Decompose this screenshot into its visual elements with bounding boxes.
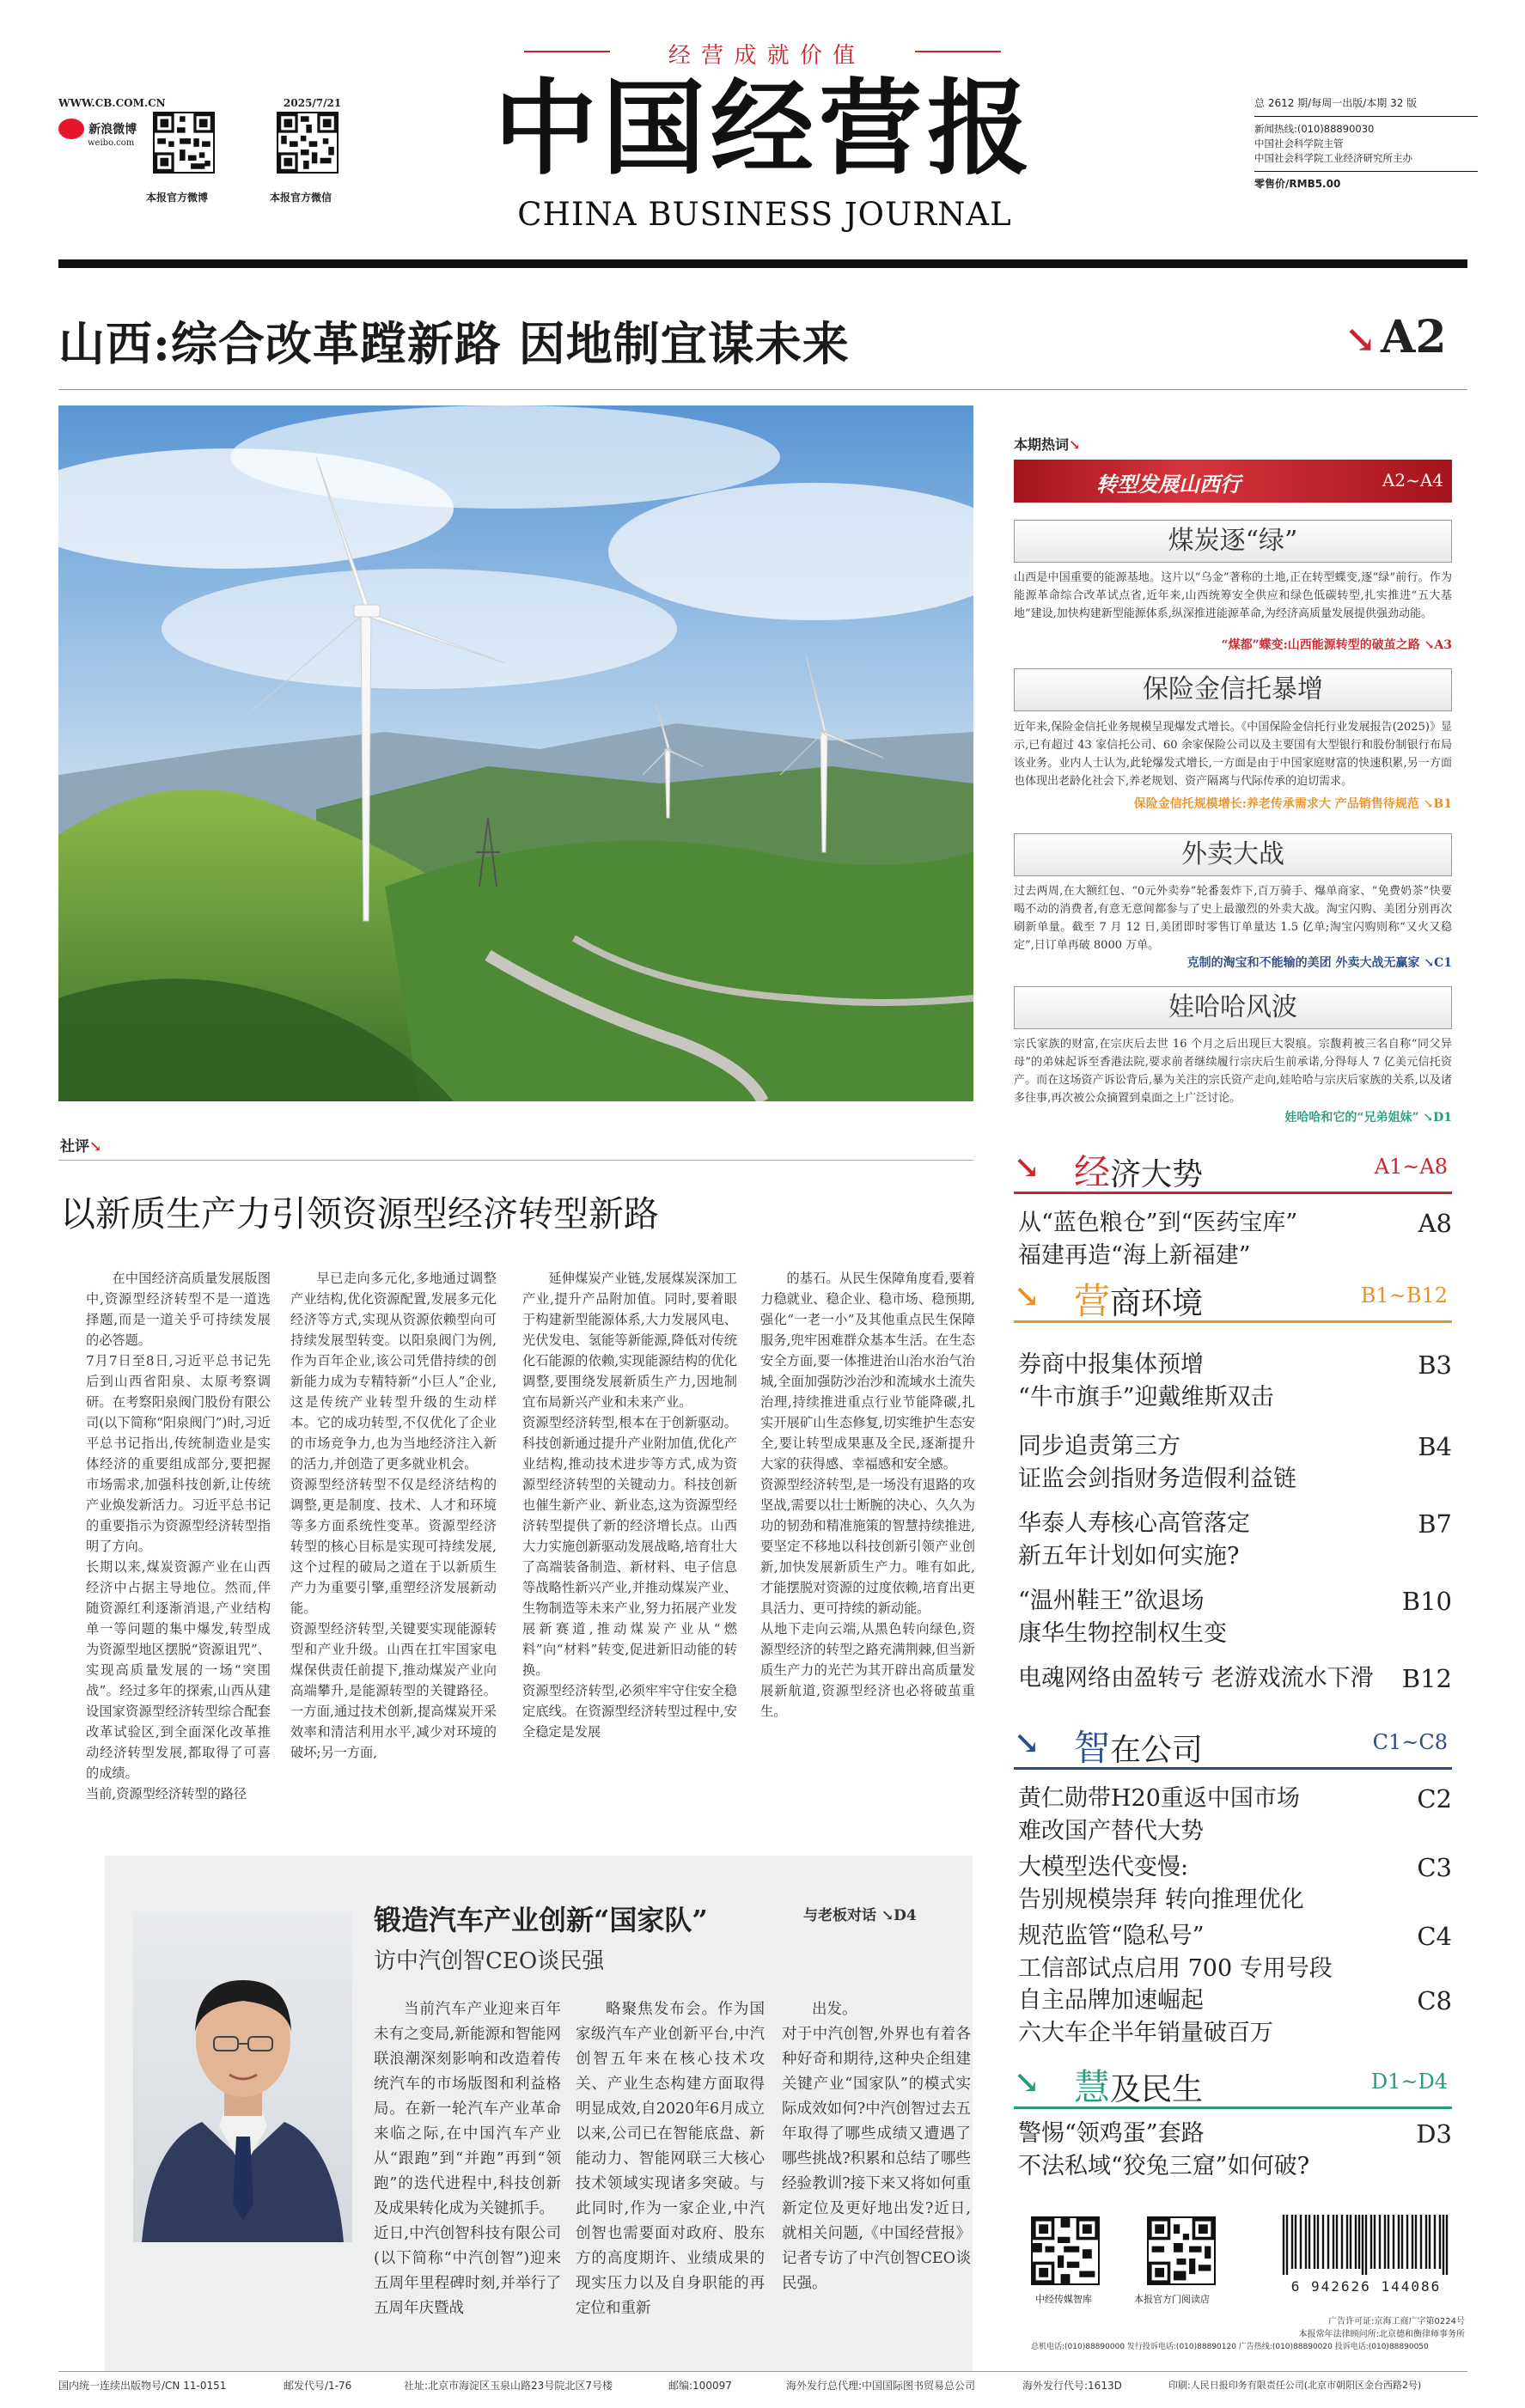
weibo-logo: 新浪微博 weibo.com	[58, 119, 153, 153]
editorial-column-4: 的基石。从民生保障角度看,要着力稳就业、稳企业、稳市场、稳预期,强化“一老一小”及其他重点民生保障服务,兜牢困难群众基本生活。在生态安全方面,要一体推进治山治水治气治城,全面加强防沙治沙和流域水土流失治理,持续推进重点行业节能降碳,扎实开展矿山生态修复,切实维护生态安全,要让转型成果惠及全民,逐渐提升大家的获得感、幸福感和安全感。 资源型经济转型,是一场没有退路的攻坚战,需要以壮士断腕的决心、久久为功的韧劲和精准施策的智慧持续推进,要坚定不移地以科技创新引领产业创新,加快发展新质生产力。唯有如此,才能摆脱对资源的过度依赖,培育出更具活力、更可持续的新动能。 从地下走向云端,从黑色转向绿色,资源型经济的转型之路充满荆棘,但当新质生产力的光芒为其开辟出高质量发展新航道,资源型经济也必将破茧重生。	[760, 1271, 975, 1719]
hot-label: 本期热词↘	[1014, 436, 1081, 453]
masthead-title-en: CHINA BUSINESS JOURNAL	[517, 196, 1012, 233]
lead-photo	[58, 405, 973, 1101]
hot-item-link[interactable]: 娃哈哈和它的“兄弟姐妹” ↘D1	[1284, 1111, 1452, 1125]
barcode-digits: 6 942626 144086	[1290, 2278, 1442, 2295]
section-header[interactable]: ↘ 营商环境 B1~B12	[1014, 1271, 1452, 1323]
arrow-down-right-icon: ↘	[1014, 1725, 1040, 1761]
masthead-slogan: 经 营 成 就 价 值	[524, 38, 1001, 65]
hot-item-title[interactable]: 保险金信托暴增	[1014, 668, 1452, 711]
hot-item-body: 近年来,保险金信托业务规模呈现爆发式增长。《中国保险金信托行业发展报告(2025)》显示,已有超过 43 家信托公司、60 余家保险公司以及主要国有大型银行和股份制银行布局该业务。业内人士认为,此轮爆发式增长,一方面是由于中国家庭财富的快速积累,另一方面也体现出老龄化社会下,养老规划、资产隔离与代际传承的迫切需求。	[1014, 721, 1452, 788]
barcode-icon	[1280, 2215, 1452, 2275]
editorial-column-2: 早已走向多元化,多地通过调整产业结构,优化资源配置,发展多元化经济等方式,实现从资源依赖型向可持续发展型转变。以阳泉阀门为例,作为百年企业,该公司凭借持续的创新能力成为专精特新“小巨人”企业,这是传统产业转型升级的生动样本。它的成功转型,不仅优化了企业的市场竞争力,也为当地经济注入新的活力,并创造了更多就业机会。 资源型经济转型不仅是经济结构的调整,更是制度、技术、人才和环境等多方面系统性变革。资源型经济转型的核心目标是实现可持续发展,这个过程的破局之道在于以新质生产力为重要引擎,重塑经济发展新动能。 资源型经济转型,关键要实现能源转型和产业升级。山西在扛牢国家电煤保供责任前提下,推动煤炭产业向高端攀升,是能源转型的关键路径。一方面,通过技术创新,提高煤炭开采效率和清洁利用水平,减少对环境的破坏;另一方面,	[290, 1271, 497, 1760]
interview-title[interactable]: 锻造汽车产业创新“国家队”	[374, 1904, 708, 1936]
editorial-title[interactable]: 以新质生产力引领资源型经济转型新路	[60, 1193, 659, 1234]
list-item[interactable]: 规范监管“隐私号” 工信部试点启用 700 专用号段 C4	[1018, 1922, 1452, 1982]
hot-item-link[interactable]: “煤都”蝶变:山西能源转型的破茧之路 ↘A3	[1221, 638, 1452, 652]
list-item[interactable]: 大模型迭代变慢: 告别规模崇拜 转向推理优化 C3	[1018, 1853, 1452, 1913]
list-item[interactable]: 同步追责第三方 证监会剑指财务造假利益链 B4	[1018, 1432, 1452, 1492]
section-header[interactable]: ↘ 智在公司 C1~C8	[1014, 1718, 1452, 1770]
hot-item-link[interactable]: 克制的淘宝和不能输的美团 外卖大战无赢家 ↘C1	[1186, 956, 1452, 970]
qr-wechat-caption: 本报官方微信	[270, 192, 332, 204]
list-item[interactable]: 华泰人寿核心高管落定 新五年计划如何实施? B7	[1018, 1509, 1452, 1570]
section-header[interactable]: ↘ 经济大势 A1~A8	[1014, 1143, 1452, 1194]
editorial-column-3: 延伸煤炭产业链,发展煤炭深加工产业,提升产品附加值。同时,要着眼于构建新型能源体系,大力发展风电、光伏发电、氢能等新能源,降低对传统化石能源的依赖,实现能源结构的优化调整,要围绕发展新质生产力,因地制宜布局新兴产业和未来产业。 资源型经济转型,根本在于创新驱动。科技创新通过提升产业附加值,优化产业结构,推动技术进步等方式,成为资源型经济转型的关键动力。科技创新也催生新产业、新业态,这为资源型经济转型提供了新的经济增长点。山西大力实施创新驱动发展战略,培育壮大了高端装备制造、新材料、电子信息等战略性新兴产业,并推动煤炭产业、生物制造等未来产业,努力拓展产业发展新赛道,推动煤炭产业从“燃料”向“材料”转变,促进新旧动能的转换。 资源型经济转型,必须牢牢守住安全稳定底线。在资源型经济转型过程中,安全稳定是发展	[522, 1271, 737, 1740]
hot-item-title[interactable]: 娃哈哈风波	[1014, 986, 1452, 1029]
hot-banner[interactable]: 转型发展山西行 A2~A4	[1014, 460, 1452, 503]
weibo-icon	[58, 119, 84, 139]
arrow-down-right-icon: ↘	[1014, 1149, 1040, 1186]
qr-weibo[interactable]	[153, 112, 215, 174]
portrait-icon	[133, 1911, 352, 2242]
list-item[interactable]: 警惕“领鸡蛋”套路 不法私域“狡兔三窟”如何破? D3	[1018, 2119, 1452, 2179]
section-header[interactable]: ↘ 慧及民生 D1~D4	[1014, 2057, 1452, 2109]
footer-overseas: 海外发行总代理:中国国际图书贸易总公司	[786, 2380, 976, 2392]
qr-wechat[interactable]	[277, 112, 339, 174]
headline-page-ref[interactable]: ↘ A2	[1345, 311, 1447, 363]
hot-item-link[interactable]: 保险金信托规模增长:养老传承需求大 产品销售待规范 ↘B1	[1133, 797, 1452, 811]
wind-turbine-icon	[58, 405, 973, 1101]
list-item[interactable]: 电魂网络由盈转亏 老游戏流水下滑 B12	[1018, 1664, 1452, 1693]
barcode	[1280, 2215, 1452, 2295]
list-item[interactable]: 黄仁勋带H20重返中国市场 难改国产替代大势 C2	[1018, 1784, 1452, 1844]
arrow-down-right-icon: ↘	[1069, 436, 1081, 453]
list-item[interactable]: 自主品牌加速崛起 六大车企半年销量破百万 C8	[1018, 1986, 1452, 2046]
footer-address: 社址:北京市海淀区玉泉山路23号院北区7号楼	[404, 2380, 613, 2392]
website[interactable]: WWW.CB.COM.CN	[58, 97, 166, 109]
list-item[interactable]: “温州鞋王”欲退场 康华生物控制权生变 B10	[1018, 1587, 1452, 1647]
interview-column-2: 略聚焦发布会。作为国家级汽车产业创新平台,中汽创智五年来在核心技术攻关、产业生态构建方面取得明显成效,自2020年6月成立以来,公司已在智能底盘、新能动力、智能网联三大核心技术领域实现诸多突破。与此同时,作为一家企业,中汽创智也需要面对政府、股东方的高度期许、业绩成果的现实压力以及自身职能的再定位和重新	[576, 2001, 765, 2317]
editorial-tag: 社评↘	[60, 1138, 102, 1155]
interview-subtitle: 访中汽创智CEO谈民强	[374, 1948, 605, 1974]
footer-zip: 邮编:100097	[668, 2380, 732, 2392]
footer-printer: 印刷:人民日报印务有限责任公司(北京市朝阳区金台西路2号)	[1168, 2380, 1422, 2391]
arrow-down-right-icon: ↘	[89, 1138, 102, 1155]
issue-info: 总 2612 期/每周一出版/本期 32 版 新闻热线:(010)88890030 中国社会科学院主管 中国社会科学院工业经济研究所主办 零售价/RMB5.00	[1254, 96, 1478, 192]
footer-overseas-code: 海外发行代号:1613D	[1022, 2380, 1122, 2392]
hot-item-body: 过去两周,在大额红包、“0元外卖券”轮番轰炸下,百万骑手、爆单商家、“免费奶茶”快要喝不动的消费者,有意无意间都参与了史上最激烈的外卖大战。淘宝闪购、美团分别再次刷新单量。截至 7 月 12 日,美团即时零售订单量达 1.5 亿单;淘宝闪购则称“又火又稳定”,日订单再破 8000 万单。	[1014, 885, 1452, 952]
hot-item-body: 宗氏家族的财富,在宗庆后去世 16 个月之后出现巨大裂痕。宗馥莉被三名自称“同父异母”的弟妹起诉至香港法院,要求前者继续履行宗庆后生前承诺,分得每人 7 亿美元信托资产。而在这场资产诉讼背后,暴为关注的宗氏资产走向,娃哈哈与宗庆后家族的关系,以及诸多往事,再次被公众摘置到桌面之上广泛讨论。	[1014, 1038, 1452, 1105]
masthead-rule	[58, 259, 1467, 268]
interview-column-1: 当前汽车产业迎来百年未有之变局,新能源和智能网联浪潮深刻影响和改造着传统汽车的市场版图和利益格局。在新一轮汽车产业革命来临之际,在中国汽车产业从“跟跑”到“并跑”再到“领跑”的迭代进程中,科技创新及成果转化成为关键抓手。 近日,中汽创智科技有限公司(以下简称“中汽创智”)迎来五周年里程碑时刻,并举行了五周年庆暨战	[374, 2001, 561, 2317]
masthead-title: 中国经营报	[494, 68, 1035, 189]
hot-item-body: 山西是中国重要的能源基地。这片以“乌金”著称的土地,正在转型蝶变,逐“绿”前行。作为能源革命综合改革试点省,近年来,山西统筹安全供应和绿色低碳转型,扎实推进“五大基地”建设,加快构建新型能源体系,纵深推进能源革命,为经济高质量发展提供强劲动能。	[1014, 571, 1452, 620]
masthead-date: 2025/7/21	[284, 97, 342, 109]
hot-item-title[interactable]: 外卖大战	[1014, 833, 1452, 876]
qr-weibo-caption: 本报官方微博	[146, 192, 209, 204]
ad-info: 广告许可证:京海工商广字第0224号 本报常年法律顾问所:北京德和衡律师事务所 总机电话:(010)88890000 发行投诉电话:(010)88890120 广告热线:(010)88890020 投诉电话:(010)88890050	[1031, 2317, 1465, 2351]
editorial-column-1: 在中国经济高质量发展版图中,资源型经济转型不是一道选择题,而是一道关乎可持续发展的必答题。 7月7日至8日,习近平总书记先后到山西省阳泉、太原考察调研。在考察阳泉阀门股份有限公司(以下简称“阳泉阀门”)时,习近平总书记指出,传统制造业是实体经济的重要组成部分,要把握市场需求,加强科技创新,让传统产业焕发新活力。习近平总书记的重要指示为资源型经济转型指明了方向。 长期以来,煤炭资源产业在山西经济中占据主导地位。然而,伴随资源红利逐渐消退,产业结构单一等问题的集中爆发,转型成为资源型地区摆脱“资源诅咒”、实现高质量发展的一场“突围战”。经过多年的探索,山西从建设国家资源型经济转型综合配套改革试验区,到全面深化改革推动经济转型发展,都取得了可喜的成绩。 当前,资源型经济转型的路径	[86, 1271, 271, 1801]
headline-rule	[58, 389, 1467, 390]
footer-post: 邮发代号/1-76	[284, 2380, 352, 2392]
qr-reading-store[interactable]	[1147, 2216, 1216, 2285]
interview-column-3: 出发。 对于中汽创智,外界也有着各种好奇和期待,这种央企组建关键产业“国家队”的模式实际成效如何?中汽创智过去五年取得了哪些成绩又遭遇了哪些挑战?积累和总结了哪些经验教训?接下来又将如何重新定位及更好地出发?近日,就相关问题,《中国经营报》记者专访了中汽创智CEO谈民强。	[782, 2001, 971, 2292]
interview-portrait	[133, 1911, 352, 2242]
qr-think-tank[interactable]	[1031, 2216, 1100, 2285]
qr-think-tank-caption: 中经传媒智库	[1035, 2294, 1092, 2305]
headline[interactable]: 山西:综合改革蹚新路 因地制宜谋未来	[58, 316, 850, 371]
interview-tag[interactable]: 与老板对话 ↘D4	[803, 1907, 917, 1924]
arrow-down-right-icon: ↘	[1014, 2064, 1040, 2100]
editorial-rule	[58, 1160, 973, 1161]
list-item[interactable]: 从“蓝色粮仓”到“医药宝库” 福建再造“海上新福建” A8	[1018, 1209, 1452, 1269]
arrow-down-right-icon: ↘	[1014, 1278, 1040, 1314]
footer-rule	[58, 2371, 1467, 2372]
hot-item-title[interactable]: 煤炭逐“绿”	[1014, 520, 1452, 563]
qr-reading-store-caption: 本报官方门阅读店	[1134, 2294, 1210, 2305]
footer-cn: 国内统一连续出版物号/CN 11-0151	[58, 2380, 227, 2392]
list-item[interactable]: 券商中报集体预增 “牛市旗手”迎戴维斯双击 B3	[1018, 1350, 1452, 1411]
arrow-down-right-icon: ↘	[1345, 318, 1376, 362]
